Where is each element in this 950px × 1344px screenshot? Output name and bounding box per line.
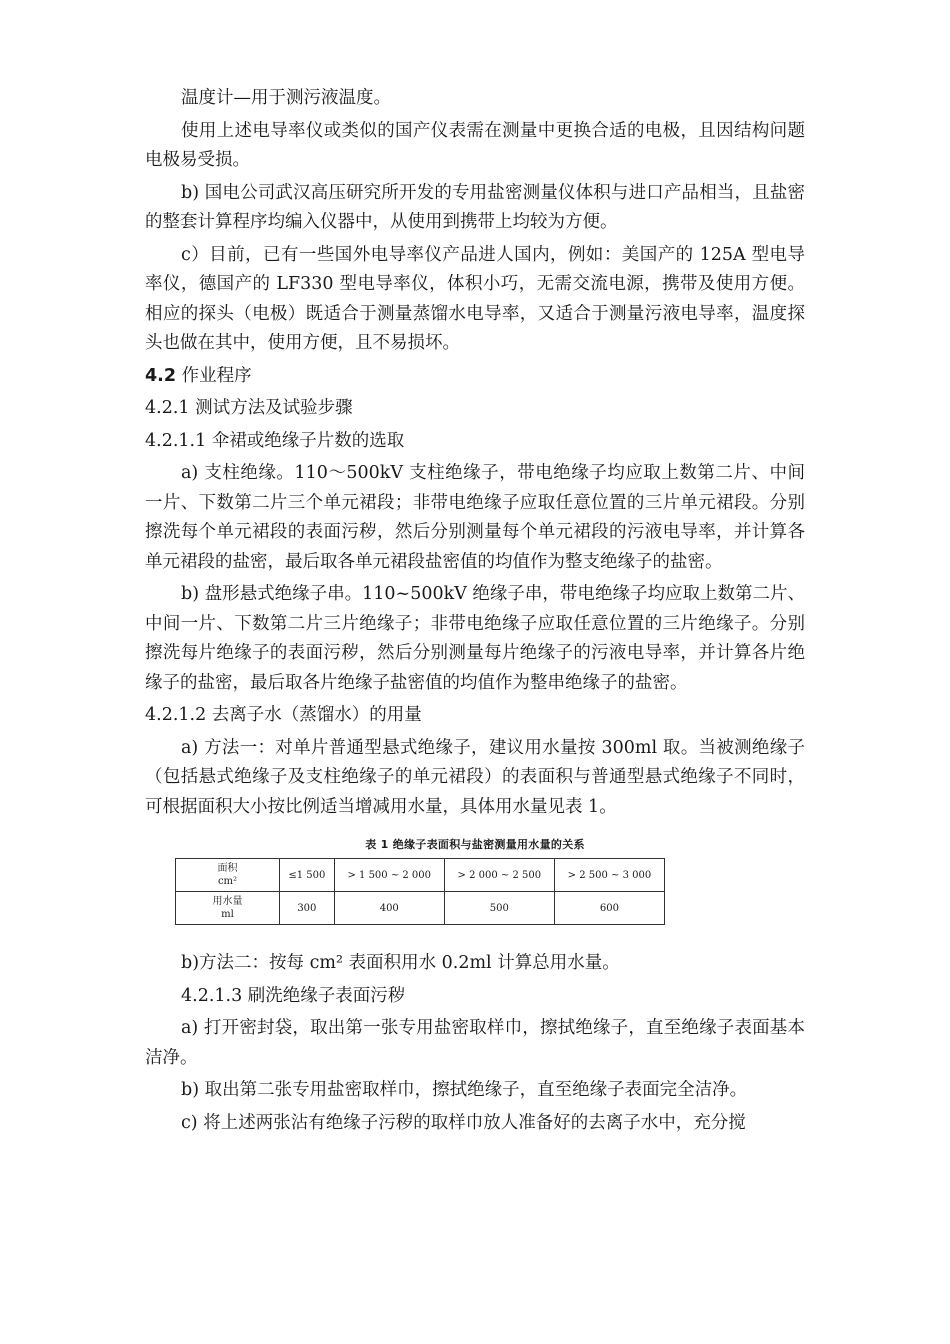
paragraph-b-instrument: b) 国电公司武汉高压研究所开发的专用盐密测量仪体积与进口产品相当，且盐密的整套计算程序均编入仪器中，从使用到携带上均较为方便。 [145, 182, 805, 232]
section-heading-4-2-1-1: 4.2.1.1 伞裙或绝缘子片数的选取 [145, 430, 405, 451]
paragraph-c-dissolve: c) 将上述两张沾有绝缘子污秽的取样巾放人准备好的去离子水中，充分搅 [181, 1112, 746, 1133]
water-volume-table [175, 858, 665, 925]
table-row [176, 859, 665, 892]
paragraph-a-method-one: a) 方法一：对单片普通型悬式绝缘子，建议用水量按 300ml 取。当被测绝缘子（包括悬式绝缘子及支柱绝缘子的单元裙段）的表面积与普通型悬式绝缘子不同时，可根据面积大小按比例适当增减用水量，具体用水量见表 1。 [145, 737, 805, 817]
table-cell: 400 [334, 892, 444, 925]
paragraph-b-disc-insulator: b) 盘形悬式绝缘子串。110~500kV 绝缘子串，带电绝缘子均应取上数第二片、中间一片、下数第二片三片绝缘子；非带电绝缘子应取任意位置的三片绝缘子。分别擦洗每片绝缘子的表面污秽，然后分别测量每片绝缘子的污液电导率，并计算各片绝缘子的盐密，最后取各片绝缘子盐密值的均值作为整串绝缘子的盐密。 [145, 584, 805, 693]
section-title: 作业程序 [176, 365, 252, 386]
table-block [145, 836, 805, 925]
table-cell: > 1 500 ~ 2 000 [334, 859, 444, 892]
paragraph-conductivity-note: 使用上述电导率仪或类似的国产仪表需在测量中更换合适的电极，且因结构问题电极易受损。 [145, 120, 805, 170]
table-cell: ≤1 500 [280, 859, 335, 892]
table-row [176, 892, 665, 925]
table-title: 表 1 绝缘子表面积与盐密测量用水量的关系 [365, 838, 585, 851]
section-number: 4.2 [145, 365, 177, 386]
table-cell: 300 [280, 892, 335, 925]
document-page [145, 84, 805, 1138]
table-cell: > 2 000 ~ 2 500 [444, 859, 554, 892]
paragraph-thermometer: 温度计—用于测污液温度。 [181, 88, 391, 108]
paragraph-c-foreign-meters: c）目前，已有一些国外电导率仪产品进人国内，例如：美国产的 125A 型电导率仪，德国产的 LF330 型电导率仪，体积小巧，无需交流电源，携带及使用方便。相应的探头（电极）既适合于测量蒸馏水电导率，又适合于测量污液电导率，温度探头也做在其中，使用方便，且不易损坏。 [145, 244, 805, 353]
paragraph-a-first-wipe: a) 打开密封袋，取出第一张专用盐密取样巾，擦拭绝缘子，直至绝缘子表面基本洁净。 [145, 1018, 805, 1068]
section-heading-4-2-1-2: 4.2.1.2 去离子水（蒸馏水）的用量 [145, 705, 422, 725]
section-heading-4-2-1: 4.2.1 测试方法及试验步骤 [145, 398, 353, 418]
paragraph-b-method-two: b)方法二：按每 cm² 表面积用水 0.2ml 计算总用水量。 [181, 953, 620, 973]
table-cell: 600 [554, 892, 664, 925]
table-header-cell: 用水量 ml [176, 892, 280, 925]
paragraph-b-second-wipe: b) 取出第二张专用盐密取样巾，擦拭绝缘子，直至绝缘子表面完全洁净。 [181, 1080, 748, 1100]
section-heading-4-2-1-3: 4.2.1.3 刷洗绝缘子表面污秽 [181, 985, 406, 1006]
table-cell: > 2 500 ~ 3 000 [554, 859, 664, 892]
paragraph-a-post-insulator: a) 支柱绝缘。110～500kV 支柱绝缘子，带电绝缘子均应取上数第二片、中间一片、下数第二片三个单元裙段；非带电绝缘子应取任意位置的三片单元裙段。分别擦洗每个单元裙段的表面污秽，然后分别测量每个单元裙段的污液电导率，并计算各单元裙段的盐密，最后取各单元裙段盐密值的均值作为整支绝缘子的盐密。 [145, 463, 805, 572]
table-header-cell: 面积 cm² [176, 859, 280, 892]
table-cell: 500 [444, 892, 554, 925]
section-heading-4-2 [145, 362, 805, 392]
